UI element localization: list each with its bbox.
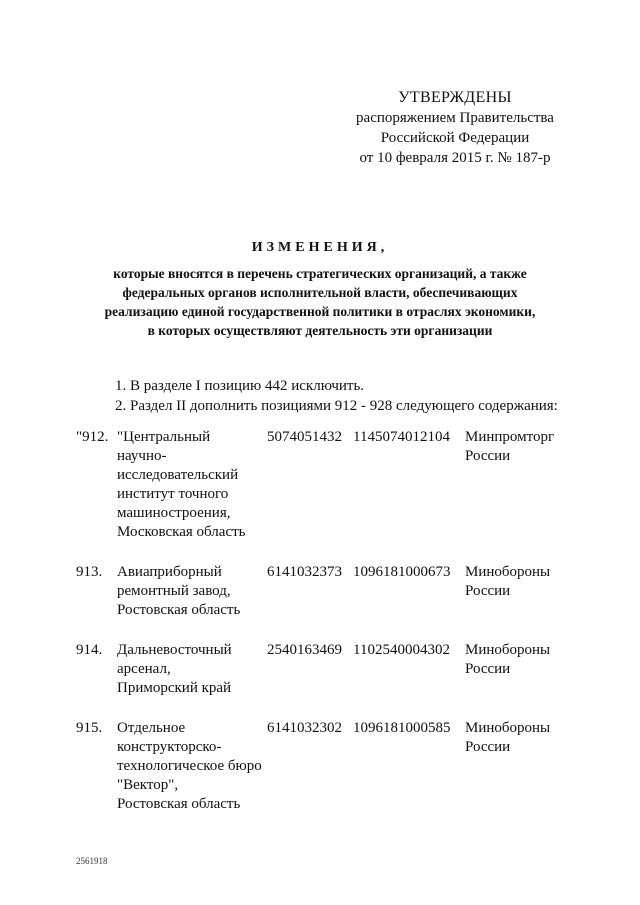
position-number: 915. [76,720,103,736]
approval-government: Российской Федерации [380,130,530,146]
subtitle-line: реализацию единой государственной политики в отраслях экономики, [104,304,536,319]
authority-line: Минобороны [465,564,551,580]
approval-heading: УТВЕРЖДЕНЫ [398,89,512,106]
ogrn-value: 1096181000673 [353,564,451,580]
approval-decree: распоряжением Правительства [356,110,554,126]
change-item-1: 1. В разделе I позицию 442 исключить. [115,378,365,394]
name-line: Приморский край [117,680,232,696]
name-line: Отдельное [117,720,186,736]
inn-value: 6141032302 [267,720,342,736]
organization-name [117,563,267,620]
approval-date: от 10 февраля 2015 г. № 187-р [359,150,551,166]
authority-line: России [465,448,511,464]
name-line: Ростовская область [117,602,241,618]
name-line: ремонтный завод, [117,583,231,599]
organization-name [117,428,267,542]
table-row [76,641,576,698]
change-item-2: 2. Раздел II дополнить позициями 912 - 928 следующего содержания: [115,398,558,414]
inn-value: 2540163469 [267,642,342,658]
name-line: конструкторско- [117,739,222,755]
name-line: исследовательский [117,467,239,483]
name-line: арсенал, [117,661,171,677]
position-number: 913. [76,564,103,580]
ogrn-value: 1145074012104 [353,429,450,445]
authority-line: Минобороны [465,720,551,736]
authority-line: Минпромторг [465,429,555,445]
approval-block [330,88,580,168]
document-code: 2561918 [76,856,108,866]
position-number: 914. [76,642,103,658]
name-line: Ростовская область [117,796,241,812]
name-line: Авиаприборный [117,564,222,580]
name-line: технологическое бюро [117,758,262,774]
name-line: Дальневосточный [117,642,232,658]
authority-line: Минобороны [465,642,551,658]
change-items [115,376,558,416]
ogrn-value: 1102540004302 [353,642,450,658]
authority-line: России [465,661,511,677]
name-line: институт точного [117,486,229,502]
name-line: "Центральный [117,429,211,445]
position-number: "912. [76,429,109,445]
organization-name [117,719,267,814]
document-subtitle [60,264,580,340]
authority [465,641,565,698]
ogrn-value: 1096181000585 [353,720,451,736]
subtitle-line: федеральных органов исполнительной власти, обеспечивающих [122,285,518,300]
authority [465,719,565,814]
name-line: "Вектор", [117,777,179,793]
organizations-table [76,428,576,835]
authority-line: России [465,739,511,755]
table-row [76,563,576,620]
authority [465,428,565,542]
subtitle-line: в которых осуществляют деятельность эти организации [147,323,493,338]
name-line: научно- [117,448,167,464]
name-line: Московская область [117,524,246,540]
authority [465,563,565,620]
table-row [76,428,576,542]
inn-value: 6141032373 [267,564,342,580]
document-title: ИЗМЕНЕНИЯ, [251,240,389,255]
name-line: машиностроения, [117,505,231,521]
authority-line: России [465,583,511,599]
table-row [76,719,576,814]
subtitle-line: которые вносятся в перечень стратегических организаций, а также [113,266,527,281]
organization-name [117,641,267,698]
inn-value: 5074051432 [267,429,342,445]
